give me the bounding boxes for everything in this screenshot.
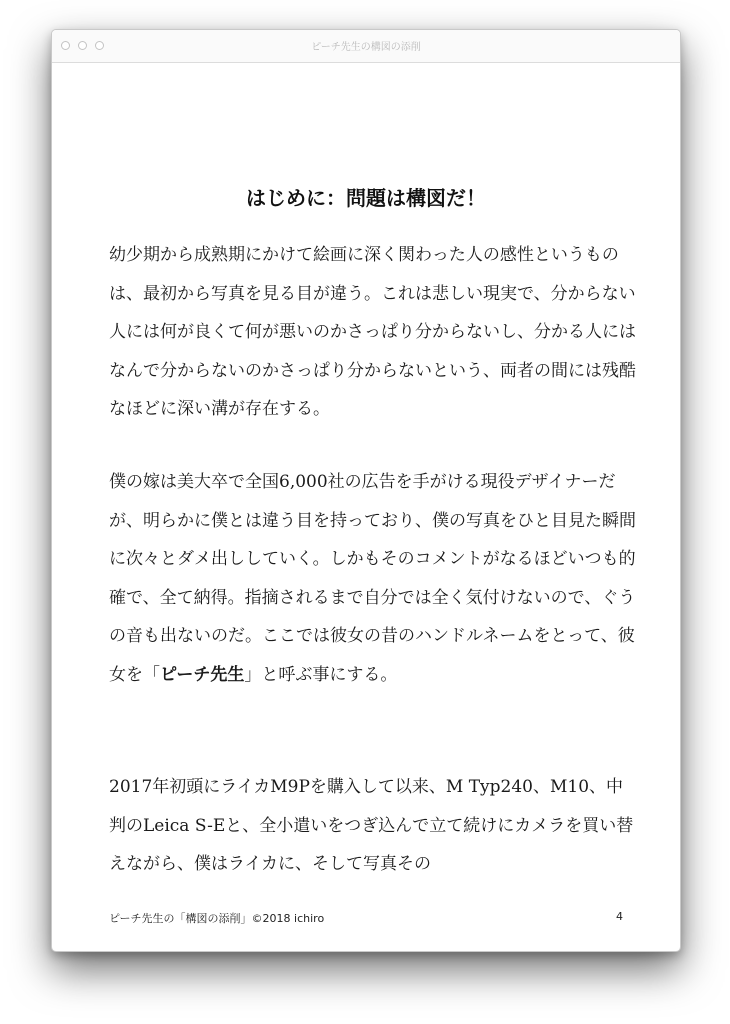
body-paragraph-2 <box>109 463 639 694</box>
page-footer-title: ピーチ先生の「構図の添削」©2018 ichiro <box>109 912 325 925</box>
page-number: 4 <box>616 910 623 923</box>
paragraph-2-text-end: 」と呼ぶ事にする。 <box>244 664 398 685</box>
title-bar[interactable] <box>52 30 680 63</box>
paragraph-2-text: 僕の嫁は美大卒で全国6,000社の広告を手がける現役デザイナーだが、明らかに僕とは違う目を持っており、僕の写真をひと目見た瞬間に次々とダメ出ししていく。しかもそのコメントがなるほどいつも的確で、全て納得。指摘されるまで自分では全く気付けないので、ぐうの音も出ないのだ。ここでは彼女の昔のハンドルネームをとって、彼女を「 <box>109 472 636 685</box>
window-title: ピーチ先生の構図の添削 <box>311 42 421 53</box>
body-paragraph-3: 2017年初頭にライカM9Pを購入して以来、M Typ240、M10、中判のLeica S-Eと、全小遣いをつぎ込んで立て続けにカメラを買い替えながら、僕はライカに、そして写真その <box>109 777 634 874</box>
body-paragraph-1: 幼少期から成熟期にかけて絵画に深く関わった人の感性というものは、最初から写真を見る目が違う。これは悲しい現実で、分からない人には何が良くて何が悪いのかさっぱり分からないし、分かる人にはなんで分からないのかさっぱり分からないという、両者の間には残酷なほどに深い溝が存在する。 <box>109 245 636 419</box>
reader-window <box>51 29 681 952</box>
chapter-heading: はじめに：問題は構図だ！ <box>246 186 486 210</box>
paragraph-2-bold-name: ピーチ先生 <box>160 664 245 685</box>
